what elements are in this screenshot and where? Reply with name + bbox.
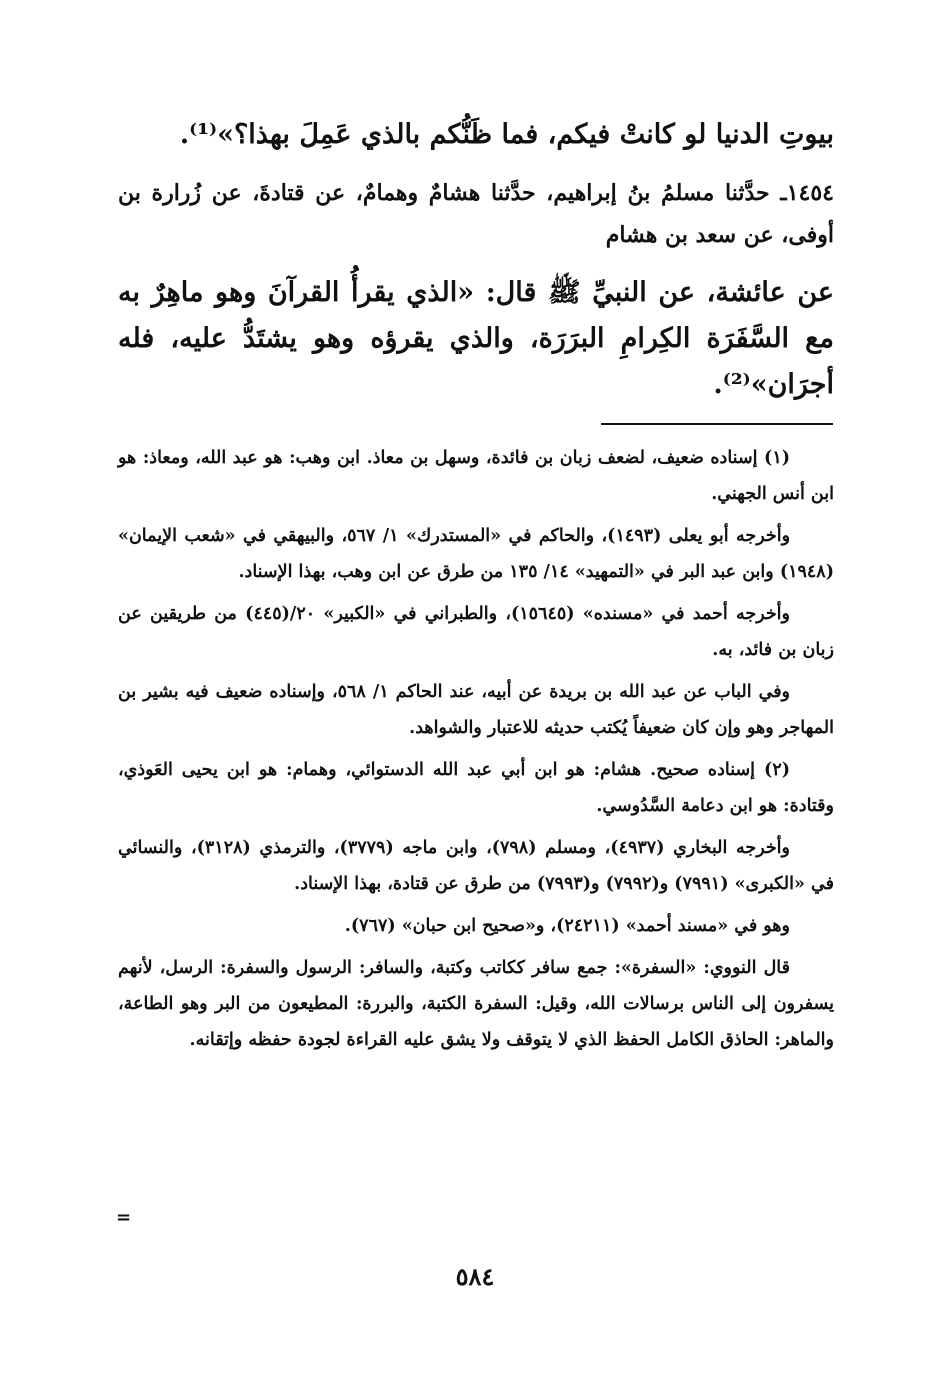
hadith-matn-1454: عن عائشة، عن النبيِّ ﷺ قال: «الذي يقرأُ القرآنَ وهو ماهِرٌ به مع السَّفَرَة الكِرامِ البرَرَة، والذي يقرؤه وهو يشتَدُّ عليه، فله أجرَان»⁽²⁾. xyxy=(118,277,834,400)
footnote-2-takhrij: وأخرجه البخاري (٤٩٣٧)، ومسلم (٧٩٨)، وابن ماجه (٣٧٧٩)، والترمذي (٣١٢٨)، والنسائي في «الكبرى» (٧٩٩١) و(٧٩٩٢) و(٧٩٩٣) من طرق عن قتادة، بهذا الإسناد. xyxy=(118,838,834,894)
footnote-separator xyxy=(601,423,833,425)
footnote-2: (٢) إسناده صحيح. هشام: هو ابن أبي عبد الله الدستوائي، وهمام: هو ابن يحيى العَوذي، وقتادة: هو ابن دعامة السَّدُوسي. xyxy=(118,760,834,816)
main-paragraph-continuation: بيوتِ الدنيا لو كانتْ فيكم، فما ظَنُّكم بالذي عَمِلَ بهذا؟»⁽¹⁾. xyxy=(179,119,834,150)
footnote-1: (١) إسناده ضعيف، لضعف زبان بن فائدة، وسهل بن معاذ. ابن وهب: هو عبد الله، ومعاذ: هو ابن أنس الجهني. xyxy=(118,448,834,504)
footnote-2-musnad: وهو في «مسند أحمد» (٢٤٢١١)، و«صحيح ابن حبان» (٧٦٧). xyxy=(344,916,790,936)
continuation-mark: = xyxy=(116,1207,132,1228)
footnote-2-nawawi: قال النووي: «السفرة»: جمع سافر ككاتب وكتبة، والسافر: الرسول والسفرة: الرسل، لأنهم يسفرون إلى الناس برسالات الله، وقيل: السفرة الكتبة، والبررة: المطيعون من البر وهو الطاعة، والماهر: الحاذق الكامل الحفظ الذي لا يتوقف ولا يشق عليه القراءة لجودة حفظه وإتقانه. xyxy=(118,958,834,1050)
footnote-1-takhrij: وأخرجه أبو يعلى (١٤٩٣)، والحاكم في «المستدرك» ١/ ٥٦٧، والبيهقي في «شعب الإيمان» (١٩٤٨) وابن عبد البر في «التمهيد» ١٤/ ١٣٥ من طرق عن ابن وهب، بهذا الإسناد. xyxy=(118,526,834,582)
footnotes xyxy=(118,440,834,1064)
main-text xyxy=(118,112,834,408)
footnote-1-takhrij-2: وأخرجه أحمد في «مسنده» (١٥٦٤٥)، والطبراني في «الكبير» ٢٠/(٤٤٥) من طريقين عن زبان بن فائد، به. xyxy=(118,604,834,660)
footnote-1-shawahid: وفي الباب عن عبد الله بن بريدة عن أبيه، عند الحاكم ١/ ٥٦٨، وإسناده ضعيف فيه بشير بن المهاجر وهو وإن كان ضعيفاً يُكتب حديثه للاعتبار والشواهد. xyxy=(118,682,834,738)
page-number: ٥٨٤ xyxy=(455,1262,495,1291)
hadith-isnad-1454: ١٤٥٤ـ حدَّثنا مسلمُ بنُ إبراهيم، حدَّثنا هشامٌ وهمامٌ، عن قتادةَ، عن زُرارة بن أوفى، عن سعد بن هشام xyxy=(118,180,834,248)
